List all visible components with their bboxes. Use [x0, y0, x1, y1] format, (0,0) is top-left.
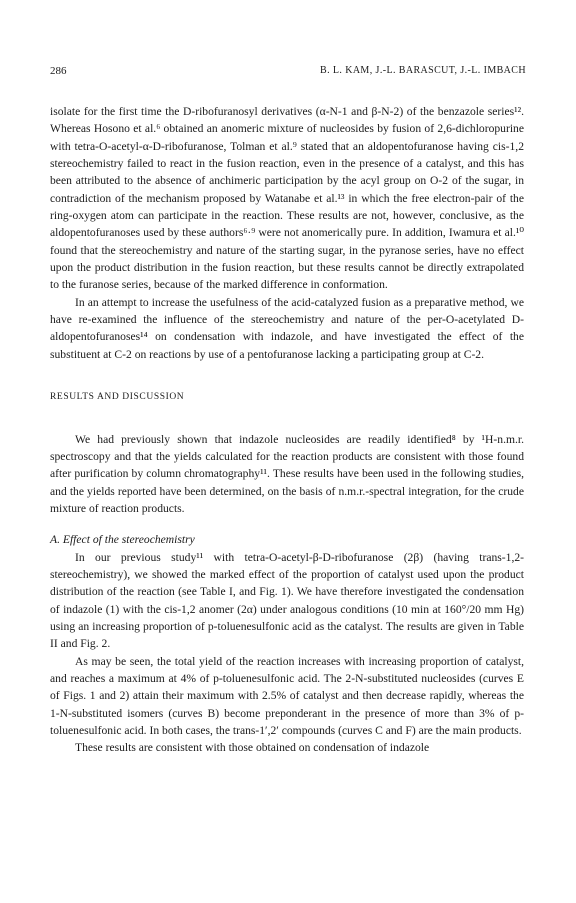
- paragraph-intro-continued: isolate for the first time the D-ribofuranosyl derivatives (α-N-1 and β-N-2) of the benzazole series¹². Whereas Hosono et al.⁶ obtained an anomeric mixture of nucleosides by fusion of 2,6-dichloropurine with tetra-O-acetyl-α-D-ribofuranose, Tolman et al.⁹ stated that an aldopentofuranose having cis-1,2 stereochemistry failed to react in the fusion reaction, even in the presence of a catalyst, and this has been attributed to the absence of anchimeric participation by the acyl group on O-2 of the sugar, in contradiction of the mechanism proposed by Watanabe et al.¹³ in which the free electron-pair of the ring-oxygen atom can participate in the reaction. These results are not, however, conclusive, as the aldopentofuranoses used by these authors⁶·⁹ were not anomerically pure. In addition, Iwamura et al.¹⁰ found that the stereochemistry and nature of the starting sugar, in the pyranose series, have no effect upon the product distribution in the fusion reaction, but these results cannot be directly extrapolated to the furanose series, because of the marked difference in conformation.: [50, 105, 524, 292]
- paragraph-aim: In an attempt to increase the usefulness of the acid-catalyzed fusion as a preparative method, we have re-examined the influence of the stereochemistry and nature of the per-O-acetylated D-aldopentofuranoses¹⁴ on condensation with indazole, and have investigated the effect of the substituent at C-2 on reactions by use of a pentofuranose lacking a participating group at C-2.: [50, 295, 524, 361]
- subsection-heading: A. Effect of the stereochemistry: [50, 533, 195, 547]
- page-number: 286: [50, 65, 67, 77]
- section-heading: RESULTS AND DISCUSSION: [50, 392, 185, 403]
- paragraph-yield: As may be seen, the total yield of the reaction increases with increasing proportion of catalyst, and reaches a maximum at 4% of p-toluenesulfonic acid. The 2-N-substituted nucleosides (curves E of Figs. 1 and 2) attain their maximum with 2.5% of catalyst and then decrease rapidly, whereas the 1-N-substituted isomers (curves B) become preponderant in the presence of more than 3% of p-toluenesulfonic acid. In both cases, the trans-1′,2′ compounds (curves C and F) are the main products.: [50, 654, 524, 737]
- paragraph-previous-study: In our previous study¹¹ with tetra-O-acetyl-β-D-ribofuranose (2β) (having trans-1,2-stereochemistry), we showed the marked effect of the proportion of catalyst used upon the product distribution of the reaction (see Table I, and Fig. 1). We have therefore investigated the condensation of indazole (1) with the cis-1,2 anomer (2α) under analogous conditions (10 min at 160°/20 mm Hg) using an increasing proportion of p-toluenesulfonic acid as the catalyst. The results are given in Table II and Fig. 2.: [50, 550, 524, 651]
- page-header: [50, 65, 526, 79]
- paragraph-results: We had previously shown that indazole nucleosides are readily identified⁸ by ¹H-n.m.r. spectroscopy and that the yields calculated for the reaction products are consistent with those found after purification by column chromatography¹¹. These results have been used in the following studies, and the yields reported have been determined, on the basis of n.m.r.-spectral integration, for the crude mixture of reaction products.: [50, 432, 524, 515]
- running-head: B. L. KAM, J.-L. BARASCUT, J.-L. IMBACH: [320, 65, 526, 76]
- article-body: [50, 103, 524, 757]
- paragraph-consistent: These results are consistent with those obtained on condensation of indazole: [75, 741, 430, 755]
